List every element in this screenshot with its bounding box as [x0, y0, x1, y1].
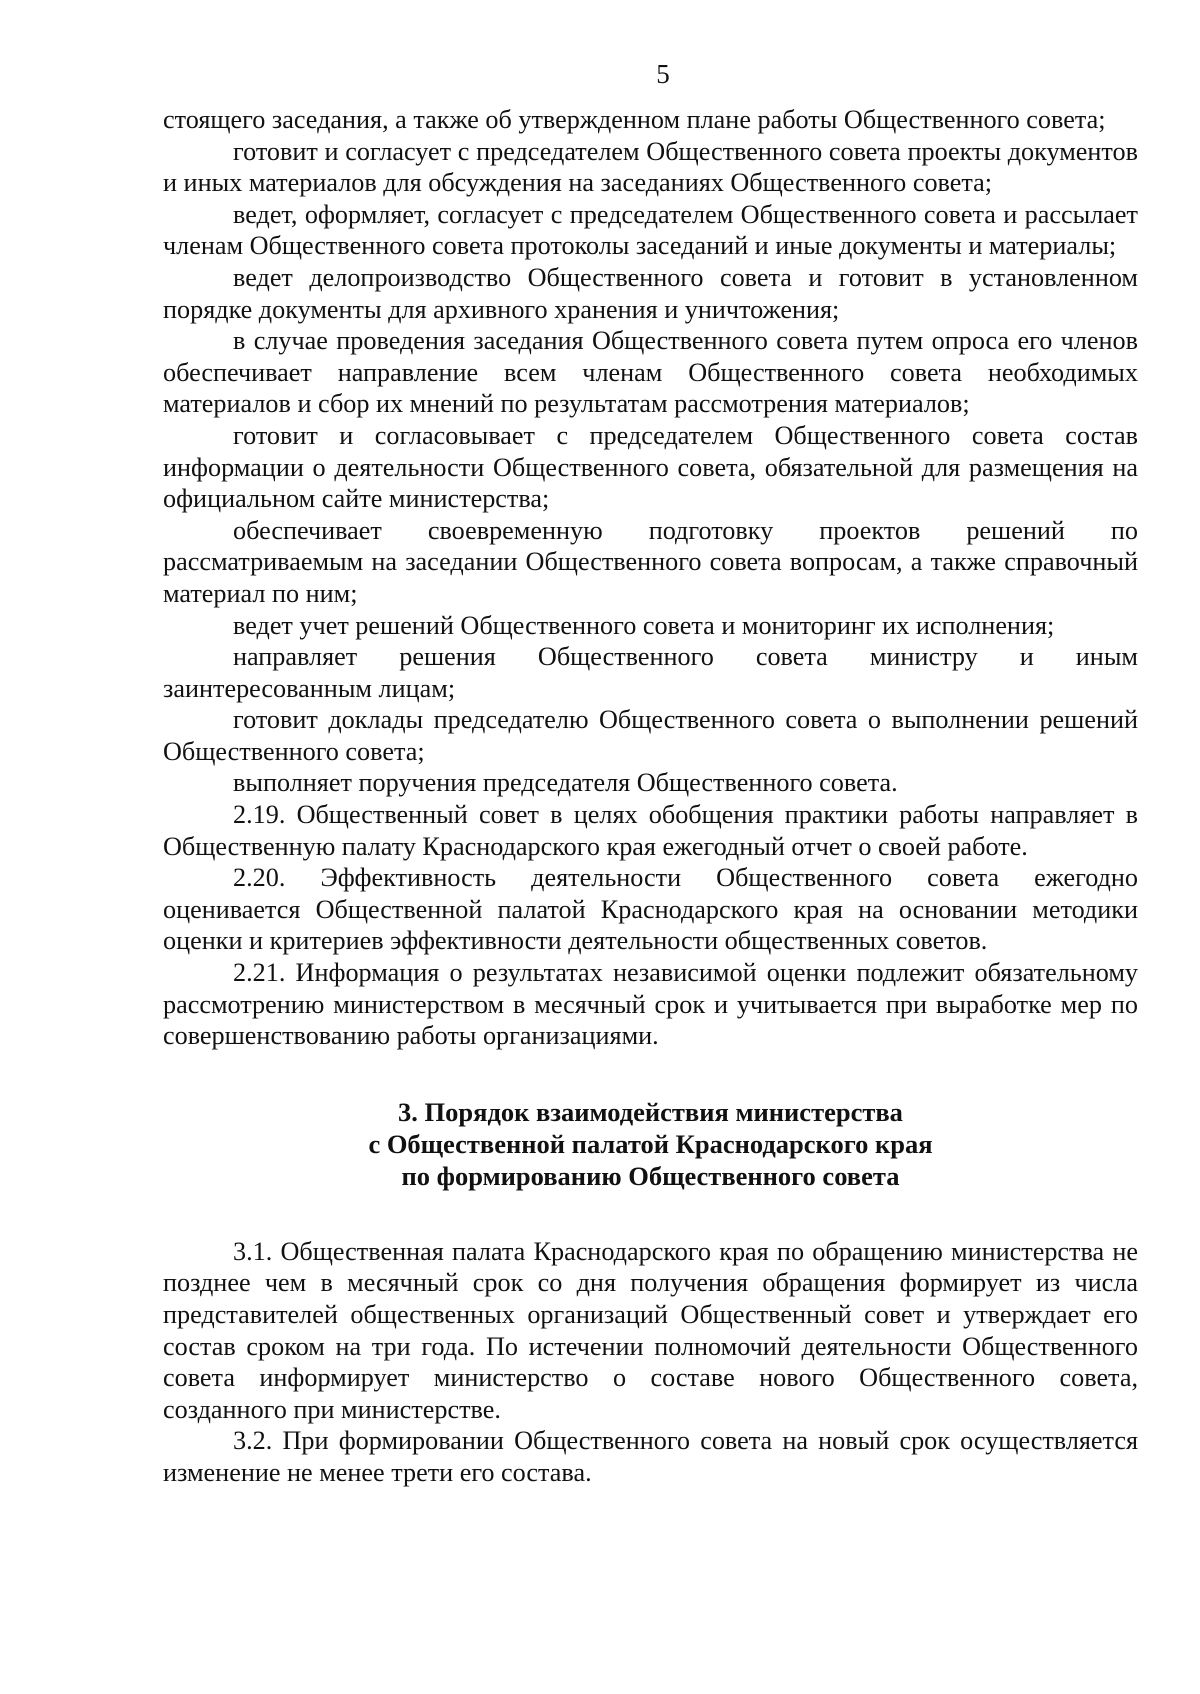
paragraph: в случае проведения заседания Общественного совета путем опроса его членов обеспечивает направление всем членам Общественного совета необходимых материалов и сбор их мнений по результатам рассмотрения материалов;: [163, 326, 1138, 419]
paragraph: готовит и согласует с председателем Общественного совета проекты документов и иных материалов для обсуждения на заседаниях Общественного совета;: [163, 136, 1138, 198]
paragraph-clause-3-1: 3.1. Общественная палата Краснодарского края по обращению министерства не позднее чем в месячный срок со дня получения обращения формирует из числа представителей общественных организаций Общественный совет и утверждает его состав сроком на три года. По истечении полномочий деятельности Общественного совета информирует министерство о составе нового Общественного совета, созданного при министерстве.: [163, 1236, 1138, 1424]
paragraph-continuation: стоящего заседания, а также об утвержденном плане работы Общественного совета;: [163, 105, 1106, 134]
paragraph-clause-2-21: 2.21. Информация о результатах независимой оценки подлежит обязательному рассмотрению министерством в месячный срок и учитывается при выработке мер по совершенствованию работы организациями.: [163, 958, 1138, 1051]
document-page: [163, 54, 1138, 1489]
paragraph-clause-2-19: 2.19. Общественный совет в целях обобщения практики работы направляет в Общественную палату Краснодарского края ежегодный отчет о своей работе.: [163, 800, 1138, 861]
paragraph: выполняет поручения председателя Общественного совета.: [233, 768, 898, 798]
section-heading-line: 3. Порядок взаимодействия министерства: [398, 1096, 903, 1127]
paragraph: обеспечивает своевременную подготовку проектов решений по рассматриваемым на заседании Общественного совета вопросам, а также справочный материал по ним;: [163, 515, 1138, 608]
page-number: 5: [656, 59, 670, 89]
section-heading-line: с Общественной палатой Краснодарского края: [368, 1128, 933, 1159]
paragraph: готовит и согласовывает с председателем Общественного совета состав информации о деятельности Общественного совета, обязательной для размещения на официальном сайте министерства;: [163, 420, 1138, 514]
section-heading-line: по формированию Общественного совета: [401, 1160, 900, 1191]
paragraph: ведет делопроизводство Общественного совета и готовит в установленном порядке документы для архивного хранения и уничтожения;: [163, 262, 1138, 324]
paragraph: ведет учет решений Общественного совета и мониторинг их исполнения;: [233, 610, 1055, 640]
section-heading: [163, 1096, 1138, 1192]
paragraph: ведет, оформляет, согласует с председателем Общественного совета и рассылает членам Общественного совета протоколы заседаний и иные документы и материалы;: [163, 199, 1138, 261]
paragraph-clause-2-20: 2.20. Эффективность деятельности Общественного совета ежегодно оценивается Общественной палатой Краснодарского края на основании методики оценки и критериев эффективности деятельности общественных советов.: [163, 863, 1138, 956]
paragraph: направляет решения Общественного совета министру и иным заинтересованным лицам;: [163, 642, 1138, 703]
paragraph-clause-3-2: 3.2. При формировании Общественного совета на новый срок осуществляется изменение не менее трети его состава.: [163, 1426, 1138, 1487]
paragraph: готовит доклады председателю Общественного совета о выполнении решений Общественного совета;: [163, 705, 1138, 766]
